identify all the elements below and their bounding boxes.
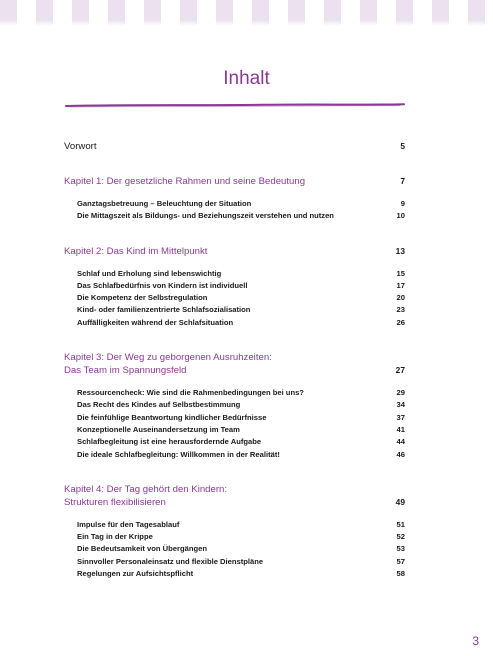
table-of-contents (64, 140, 405, 580)
toc-chapter-2[interactable] (64, 245, 405, 258)
toc-entry[interactable]: Ressourcencheck: Wie sind die Rahmenbedingungen bei uns? 29 (77, 388, 405, 398)
toc-chapter-2-page: 13 (395, 245, 405, 256)
toc-entry[interactable]: Das Recht des Kindes auf Selbstbestimmung 34 (77, 400, 405, 410)
page-number: 3 (472, 634, 479, 648)
toc-preface-page: 5 (400, 141, 405, 151)
toc-entry[interactable]: Die Bedeutsamkeit von Übergängen 53 (77, 544, 405, 554)
toc-chapter-4-page: 49 (395, 496, 405, 507)
toc-entry[interactable]: Ein Tag in der Krippe 52 (77, 532, 405, 542)
toc-chapter-4[interactable] (64, 483, 405, 509)
toc-entry[interactable]: Sinnvoller Personaleinsatz und flexible Dienstpläne 57 (77, 556, 405, 566)
toc-entry[interactable]: Impulse für den Tagesablauf 51 (77, 519, 405, 529)
toc-chapter-1[interactable] (64, 175, 405, 188)
toc-chapter-3[interactable] (64, 351, 405, 377)
toc-chapter-1-title: Kapitel 1: Der gesetzliche Rahmen und seine Bedeutung (64, 176, 306, 187)
toc-entry[interactable]: Ganztagsbetreuung – Beleuchtung der Situation 9 (77, 199, 405, 208)
toc-entry[interactable]: Schlafbegleitung ist eine herausfordernde Aufgabe 44 (77, 437, 405, 447)
toc-entry[interactable]: Schlaf und Erholung sind lebenswichtig 15 (77, 268, 405, 278)
toc-entry[interactable]: Auffälligkeiten während der Schlafsituation 26 (77, 317, 405, 327)
toc-preface-label: Vorwort (64, 141, 97, 152)
toc-chapter-4-title: Kapitel 4: Der Tag gehört den Kindern: Strukturen flexibilisieren (64, 483, 228, 508)
toc-entry[interactable]: Die Mittagszeit als Bildungs- und Beziehungszeit verstehen und nutzen 10 (77, 211, 405, 221)
toc-entry[interactable]: Das Schlafbedürfnis von Kindern ist individuell 17 (77, 280, 405, 290)
toc-chapter-3-title: Kapitel 3: Der Weg zu geborgenen Ausruhzeiten: Das Team im Spannungsfeld (64, 352, 272, 377)
page-title: Inhalt (223, 68, 270, 89)
toc-entry[interactable]: Die ideale Schlafbegleitung: Willkommen in der Realität! 46 (77, 449, 405, 459)
toc-entry[interactable]: Die Kompetenz der Selbstregulation 20 (77, 293, 405, 303)
toc-entry[interactable]: Konzeptionelle Auseinandersetzung im Team 41 (77, 424, 405, 434)
toc-chapter-1-page: 7 (400, 176, 405, 186)
toc-chapter-2-title: Kapitel 2: Das Kind im Mittelpunkt (64, 245, 208, 257)
toc-entry[interactable]: Kind- oder familienzentrierte Schlafsozialisation 23 (77, 305, 405, 315)
toc-preface[interactable] (64, 140, 405, 153)
title-underline (64, 100, 406, 112)
toc-entry[interactable]: Die feinfühlige Beantwortung kindlicher Bedürfnisse 37 (77, 412, 405, 422)
toc-entry[interactable]: Regelungen zur Aufsichtspflicht 58 (77, 569, 405, 579)
toc-chapter-3-page: 27 (395, 365, 405, 376)
decorative-stripes (0, 0, 493, 26)
